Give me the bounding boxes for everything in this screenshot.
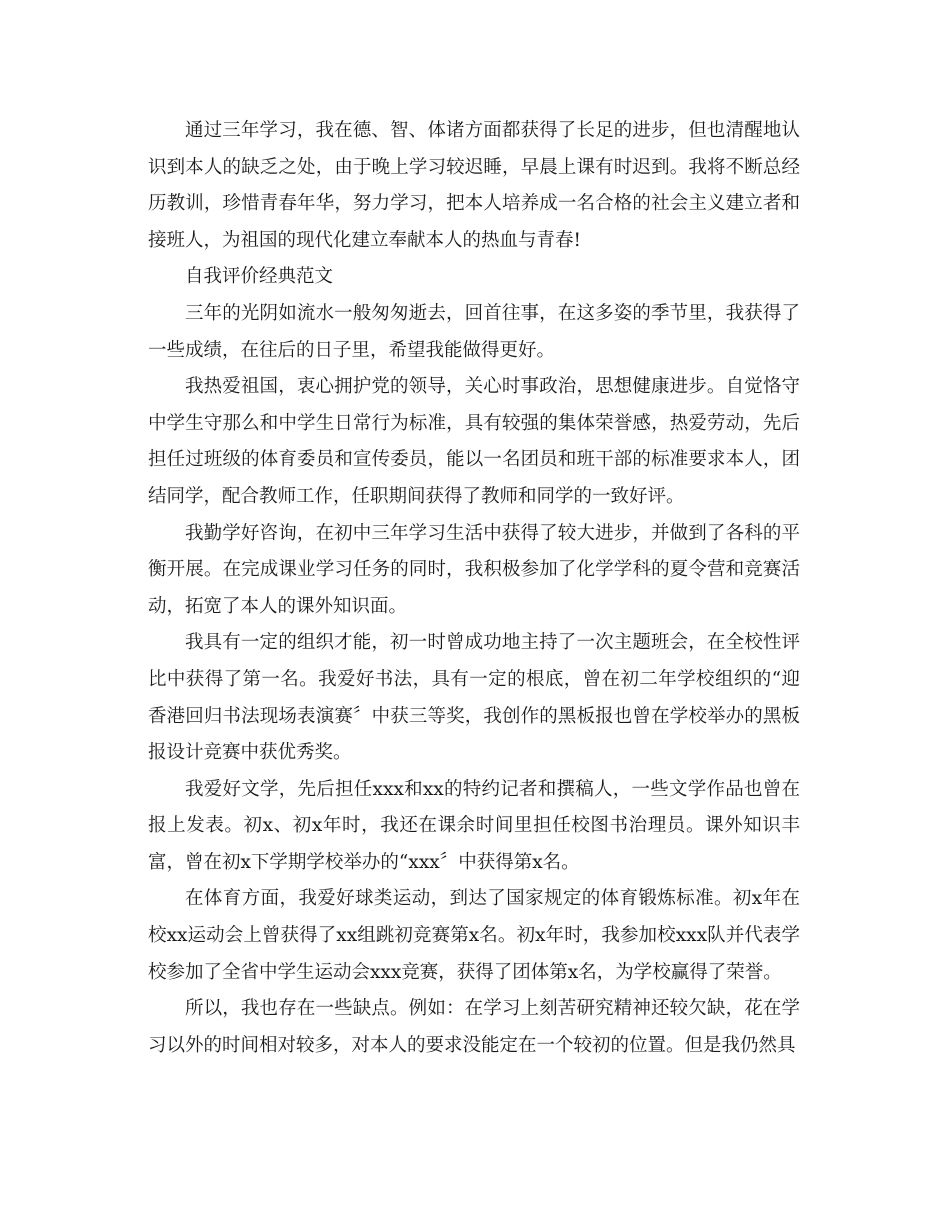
paragraph-1: 通过三年学习，我在德、智、体诸方面都获得了长足的进步，但也清醒地认识到本人的缺乏之处，由于晚上学习较迟睡，早晨上课有时迟到。我将不断总经历教训，珍惜青春年华，努力学习，把本人培养成一名合格的社会主义建立者和接班人，为祖国的现代化建立奉献本人的热血与青春! bbox=[148, 120, 800, 251]
paragraph-8: 所以，我也存在一些缺点。例如：在学习上刻苦研究精神还较欠缺，花在学习以外的时间相对较多，对本人的要求没能定在一个较初的位置。但是我仍然具 bbox=[148, 998, 800, 1056]
section-heading: 自我评价经典范文 bbox=[185, 266, 334, 288]
paragraph-6: 我爱好文学，先后担任xxx和xx的特约记者和撰稿人，一些文学作品也曾在报上发表。初x、初x年时，我还在课余时间里担任校图书治理员。课外知识丰富，曾在初x下学期学校举办的“xxx〞中获得第x名。 bbox=[148, 778, 800, 873]
paragraph-2: 三年的光阴如流水一般匆匆逝去，回首往事，在这多姿的季节里，我获得了一些成绩，在往后的日子里，希望我能做得更好。 bbox=[148, 302, 800, 361]
paragraph-3: 我热爱祖国，衷心拥护党的领导，关心时事政治，思想健康进步。自觉恪守中学生守那么和中学生日常行为标准，具有较强的集体荣誉感，热爱劳动，先后担任过班级的体育委员和宣传委员，能以一名团员和班干部的标准要求本人，团结同学，配合教师工作，任职期间获得了教师和同学的一致好评。 bbox=[148, 376, 800, 507]
paragraph-7: 在体育方面，我爱好球类运动，到达了国家规定的体育锻炼标准。初x年在校xx运动会上曾获得了xx组跳初竞赛第x名。初x年时，我参加校xxx队并代表学校参加了全省中学生运动会xxx竞赛，获得了团体第x名，为学校赢得了荣誉。 bbox=[148, 888, 800, 983]
paragraph-5: 我具有一定的组织才能，初一时曾成功地主持了一次主题班会，在全校性评比中获得了第一名。我爱好书法，具有一定的根底，曾在初二年学校组织的“迎香港回归书法现场表演赛〞中获三等奖，我创作的黑板报也曾在学校举办的黑板报设计竞赛中获优秀奖。 bbox=[148, 632, 800, 764]
paragraph-4: 我勤学好咨询，在初中三年学习生活中获得了较大进步，并做到了各科的平衡开展。在完成课业学习任务的同时，我积极参加了化学学科的夏令营和竞赛活动，拓宽了本人的课外知识面。 bbox=[148, 522, 800, 617]
document-body bbox=[148, 113, 800, 1064]
